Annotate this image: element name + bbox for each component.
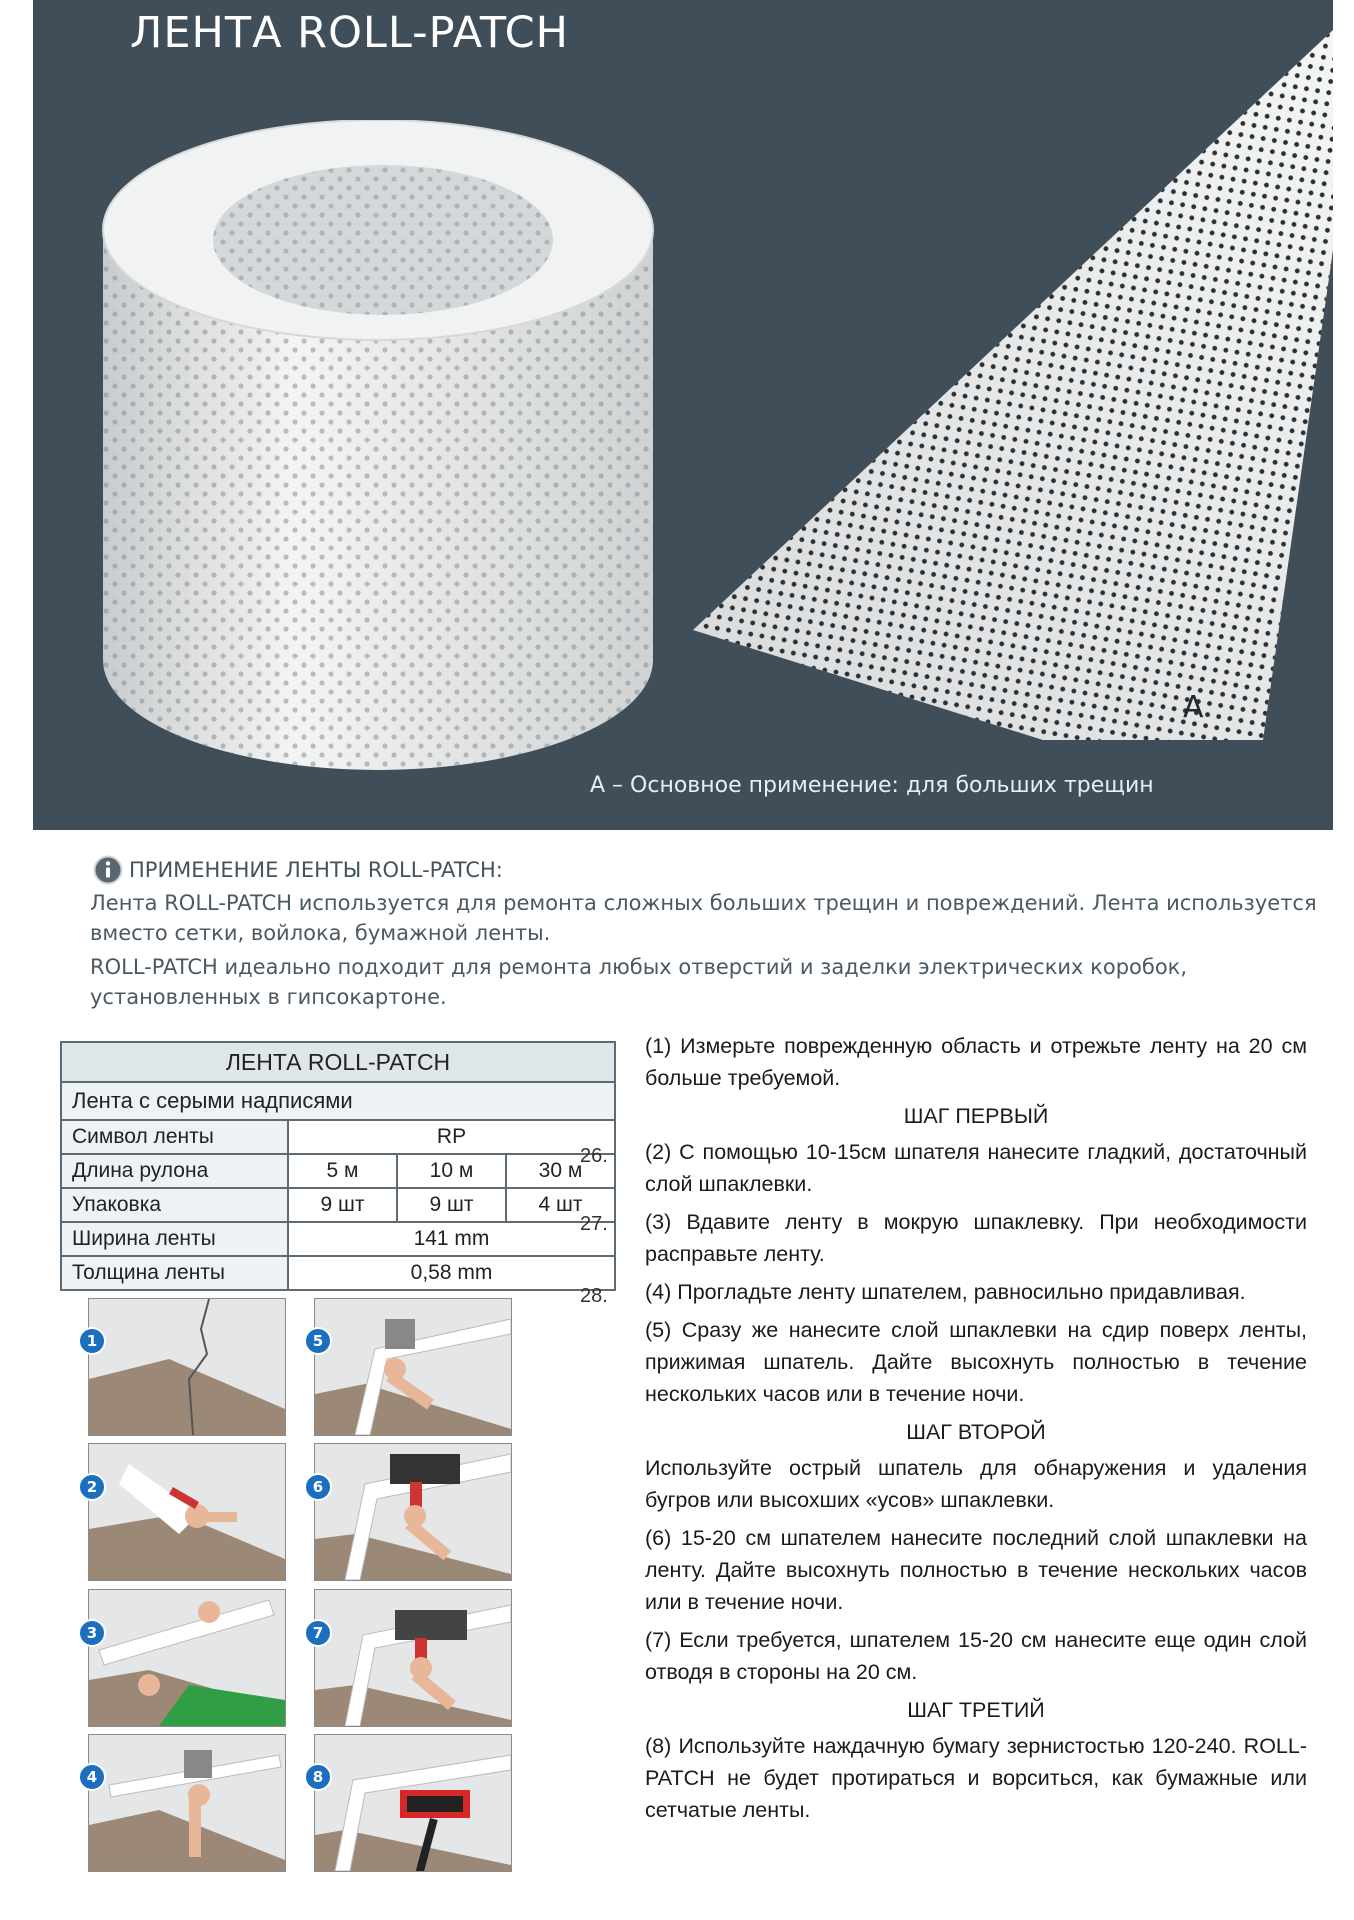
row-value: 30 м (506, 1154, 615, 1188)
tape-roll-image (83, 120, 673, 780)
instructions (645, 1030, 1307, 1832)
spec-table-subtitle: Лента с серыми надписями (61, 1082, 615, 1120)
step-5: (5) Сразу же нанесите слой шпаклевки на сдир поверх ленты, прижимая шпатель. Дайте высохнуть полностью в течение нескольких часов или в течение ночи. (645, 1318, 1307, 1406)
row-label: Ширина ленты (61, 1222, 288, 1256)
illustration-2 (88, 1443, 286, 1581)
step-badge: 1 (78, 1327, 106, 1355)
table-row (61, 1256, 615, 1290)
row-value: 141 mm (288, 1222, 615, 1256)
info-paragraph-1: Лента ROLL-PATCH используется для ремонта сложных больших трещин и повреждений. Лента используется вместо сетки, войлока, бумажной ленты. (90, 891, 1317, 945)
step-badge: 8 (304, 1763, 332, 1791)
info-heading (93, 855, 503, 885)
row-value: 9 шт (288, 1188, 397, 1222)
step-tool: Используйте острый шпатель для обнаружения и удаления бугров или высохших «усов» шпаклевки. (645, 1456, 1307, 1512)
table-row (61, 1120, 615, 1154)
margin-number: 27. (580, 1213, 608, 1235)
step-badge: 6 (304, 1473, 332, 1501)
row-label: Длина рулона (61, 1154, 288, 1188)
row-value: 4 шт (506, 1188, 615, 1222)
step-heading-1: ШАГ ПЕРВЫЙ (903, 1104, 1049, 1128)
illustration-4 (88, 1734, 286, 1872)
info-paragraph-2: ROLL-PATCH идеально подходит для ремонта любых отверстий и заделки электрических коробок, установленных в гипсокартоне. (90, 955, 1188, 1009)
illustration-5 (314, 1298, 512, 1436)
step-badge: 5 (304, 1327, 332, 1355)
step-8: (8) Используйте наждачную бумагу зернистостью 120-240. ROLL-PATCH не будет протираться и ворситься, как бумажные или сетчатые ленты. (645, 1734, 1307, 1822)
step-7: (7) Если требуется, шпателем 15-20 см нанесите еще один слой отводя в стороны на 20 см. (645, 1628, 1307, 1684)
page-title: ЛЕНТА ROLL-PATCH (130, 8, 569, 58)
margin-number: 28. (580, 1285, 608, 1307)
row-value: 0,58 mm (288, 1256, 615, 1290)
illustration-7 (314, 1589, 512, 1727)
illustration-6 (314, 1443, 512, 1581)
illustration-8 (314, 1734, 512, 1872)
row-value: 9 шт (397, 1188, 506, 1222)
illustration-1 (88, 1298, 286, 1436)
table-row (61, 1154, 615, 1188)
row-value: 5 м (288, 1154, 397, 1188)
table-row (61, 1188, 615, 1222)
row-value: 10 м (397, 1154, 506, 1188)
step-4: (4) Прогладьте ленту шпателем, равносильно придавливая. (645, 1280, 1246, 1304)
spec-table-title: ЛЕНТА ROLL-PATCH (61, 1042, 615, 1082)
sheet-label: A (1183, 690, 1204, 725)
row-label: Толщина ленты (61, 1256, 288, 1290)
spec-table (60, 1041, 616, 1291)
row-label: Упаковка (61, 1188, 288, 1222)
step-badge: 3 (78, 1619, 106, 1647)
step-3: (3) Вдавите ленту в мокрую шпаклевку. При необходимости расправьте ленту. (645, 1210, 1307, 1266)
hero-caption: A – Основное применение: для больших трещин (590, 773, 1154, 798)
step-heading-2: ШАГ ВТОРОЙ (906, 1420, 1046, 1444)
step-badge: 2 (78, 1473, 106, 1501)
step-heading-3: ШАГ ТРЕТИЙ (907, 1698, 1045, 1722)
step-badge: 7 (304, 1619, 332, 1647)
illustration-3 (88, 1589, 286, 1727)
row-value: RP (288, 1120, 615, 1154)
row-label: Символ ленты (61, 1120, 288, 1154)
table-row (61, 1222, 615, 1256)
info-icon (93, 855, 123, 885)
step-6: (6) 15-20 см шпателем нанесите последний слой шпаклевки на ленту. Дайте высохнуть полностью в течение нескольких часов или в течение ночи. (645, 1526, 1307, 1614)
step-2: (2) С помощью 10-15см шпателя нанесите гладкий, достаточный слой шпаклевки. (645, 1140, 1307, 1196)
hero-banner (33, 0, 1333, 830)
step-badge: 4 (78, 1763, 106, 1791)
info-heading-text: ПРИМЕНЕНИЕ ЛЕНТЫ ROLL-PATCH: (129, 858, 503, 882)
margin-number: 26. (580, 1145, 608, 1167)
step-1: (1) Измерьте поврежденную область и отрежьте ленту на 20 см больше требуемой. (645, 1034, 1307, 1090)
tape-sheet-image (673, 0, 1333, 740)
